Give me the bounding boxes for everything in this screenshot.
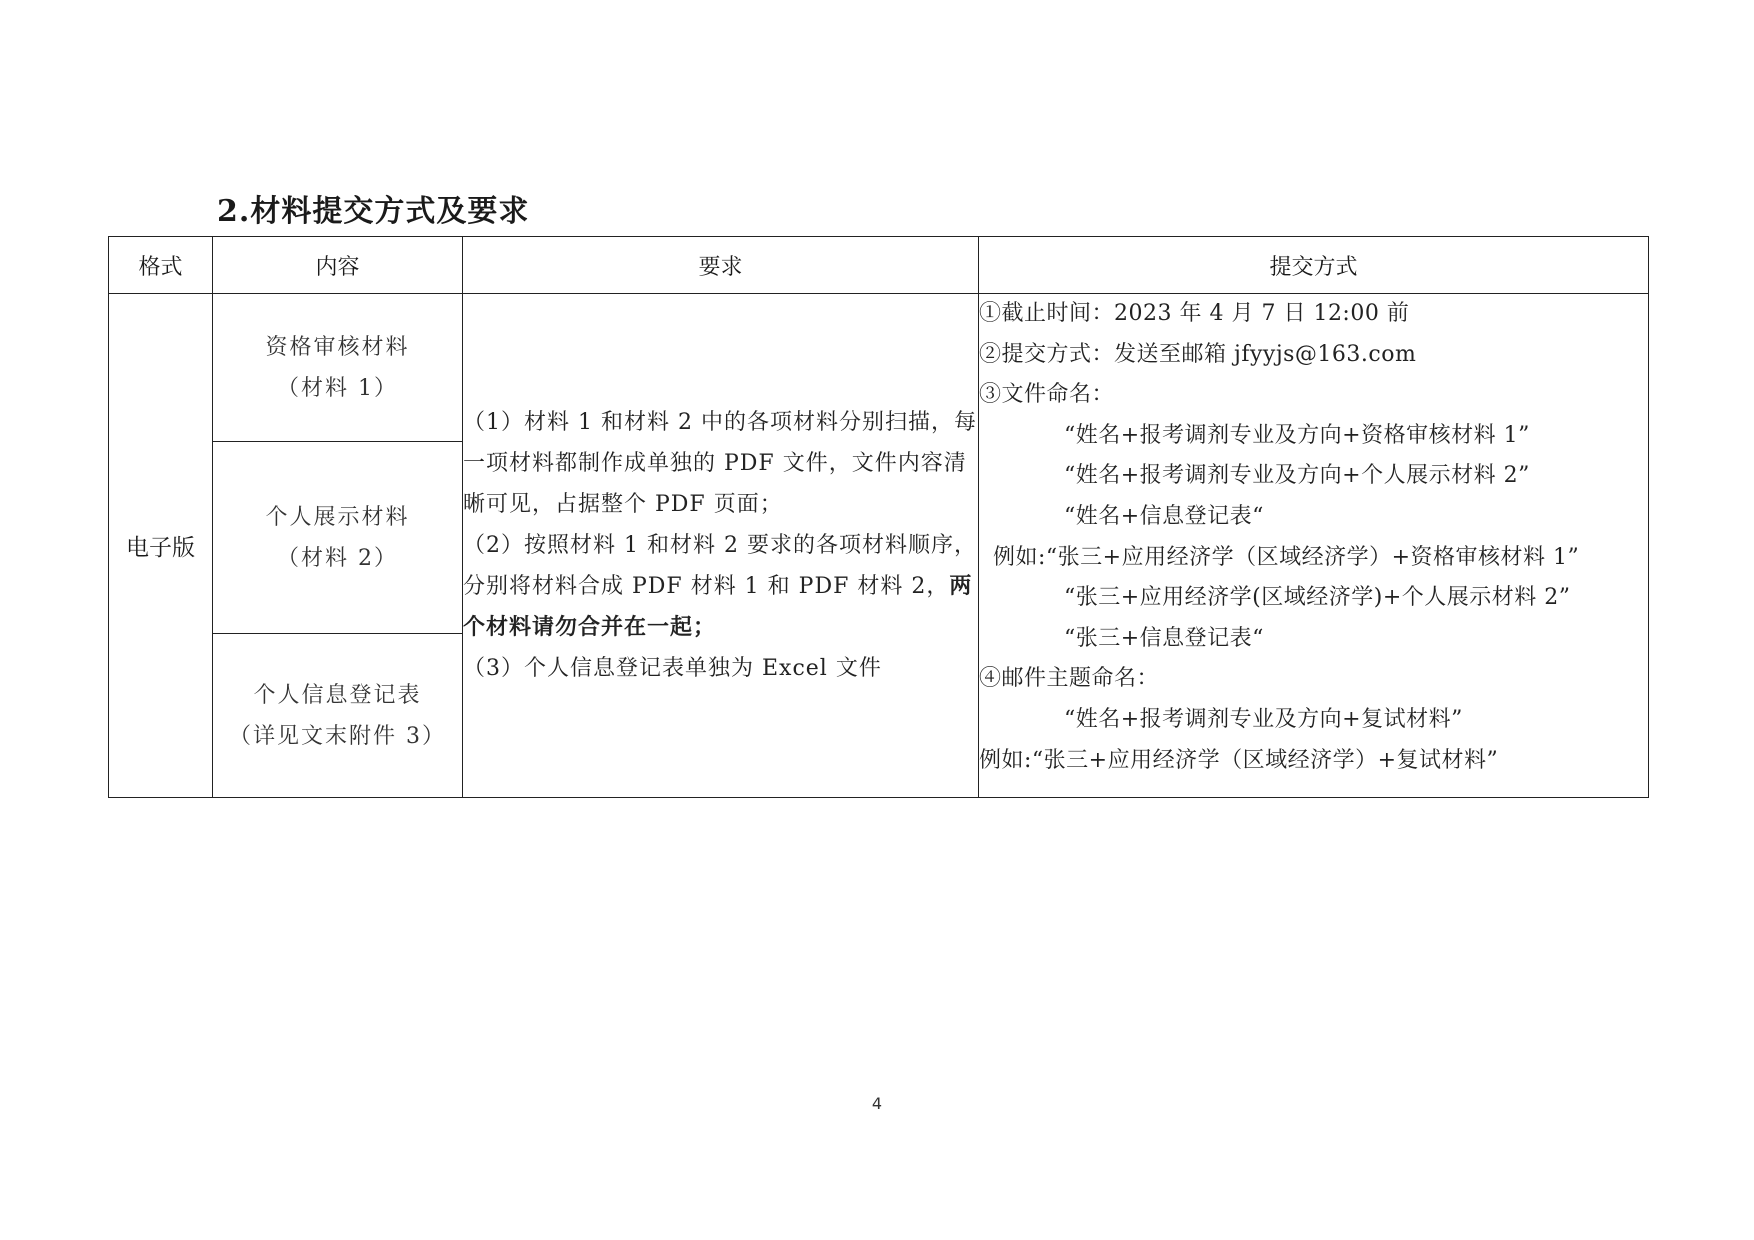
submission-cell [979, 294, 1649, 798]
content-note: （材料 2） [277, 545, 398, 571]
requirement-1: （1）材料 1 和材料 2 中的各项材料分别扫描，每一项材料都制作成单独的 PDF 文件，文件内容清晰可见，占据整个 PDF 页面； [463, 410, 977, 517]
naming-title: ③文件命名： [979, 382, 1115, 408]
naming-example-2: “张三+应用经济学(区域经济学)+个人展示材料 2” [1064, 585, 1571, 611]
requirements-cell [463, 294, 979, 798]
requirement-2-text: （2）按照材料 1 和材料 2 要求的各项材料顺序，分别将材料合成 PDF 材料 1 和 PDF 材料 2， [463, 533, 977, 599]
table-header-row [109, 237, 1649, 294]
content-title: 个人信息登记表 [253, 682, 422, 708]
header-format: 格式 [109, 237, 213, 294]
content-note: （材料 1） [277, 375, 398, 401]
content-note: （详见文末附件 3） [229, 723, 446, 749]
content-title: 个人展示材料 [265, 504, 410, 530]
subject-format: “姓名+报考调剂专业及方向+复试材料” [1064, 706, 1463, 732]
content-cell-qualification [213, 294, 463, 442]
header-submission: 提交方式 [979, 237, 1649, 294]
subject-example: 例如:“张三+应用经济学（区域经济学）+复试材料” [979, 747, 1499, 773]
submission-method: ②提交方式：发送至邮箱 jfyyjs@163.com [979, 341, 1417, 367]
header-requirement: 要求 [463, 237, 979, 294]
requirement-3: （3）个人信息登记表单独为 Excel 文件 [463, 656, 882, 681]
naming-example-3: “张三+信息登记表“ [1064, 625, 1264, 651]
naming-format-2: “姓名+报考调剂专业及方向+个人展示材料 2” [1064, 463, 1530, 489]
section-title: 2.材料提交方式及要求 [217, 194, 530, 229]
content-cell-info-form [213, 634, 463, 798]
requirement-2-emphasis: 两个材料请勿合并在一起； [463, 574, 973, 640]
table-row [109, 294, 1649, 442]
naming-format-3: “姓名+信息登记表“ [1064, 503, 1264, 529]
subject-title: ④邮件主题命名： [979, 666, 1160, 692]
content-title: 资格审核材料 [265, 334, 410, 360]
header-content: 内容 [213, 237, 463, 294]
format-cell: 电子版 [109, 294, 213, 798]
naming-example-1: 例如:“张三+应用经济学（区域经济学）+资格审核材料 1” [993, 544, 1580, 570]
content-cell-personal-showcase [213, 442, 463, 634]
submission-deadline: ①截止时间：2023 年 4 月 7 日 12:00 前 [979, 301, 1410, 326]
requirement-2 [463, 525, 978, 648]
naming-format-1: “姓名+报考调剂专业及方向+资格审核材料 1” [1064, 422, 1530, 448]
requirements-table [108, 236, 1649, 798]
page-number: 4 [871, 1094, 883, 1113]
